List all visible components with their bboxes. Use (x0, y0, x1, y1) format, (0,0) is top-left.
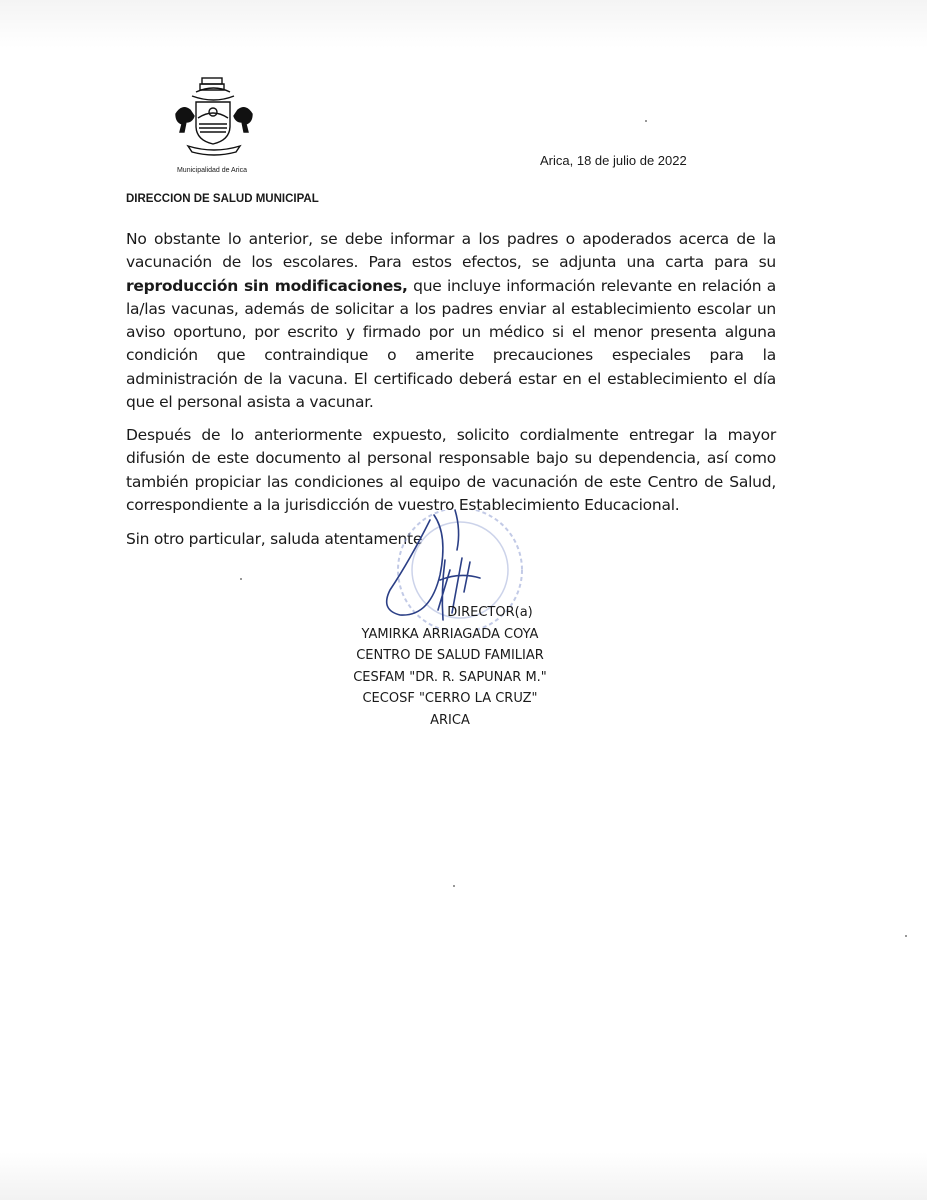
scan-speck (453, 885, 455, 887)
signatory-cesfam: CESFAM "DR. R. SAPUNAR M." (353, 669, 547, 685)
signatory-center: CENTRO DE SALUD FAMILIAR (356, 648, 544, 663)
coat-of-arms-icon (166, 74, 262, 166)
paragraph-1-bold: reproducción sin modificaciones, (126, 276, 408, 295)
signatory-title: DIRECTOR(a) (447, 605, 533, 620)
scan-speck (240, 578, 242, 580)
signatory-name: YAMIRKA ARRIAGADA COYA (361, 626, 539, 642)
signature-block (300, 602, 600, 731)
letter-date: Arica, 18 de julio de 2022 (540, 153, 687, 168)
closing-line: Sin otro particular, saluda atentamente (126, 530, 423, 548)
department-heading: DIRECCION DE SALUD MUNICIPAL (126, 193, 319, 205)
paragraph-1-text-b: que incluye información relevante en relación a la/las vacunas, además de solicitar a los padres enviar al establecimiento escolar un aviso oportuno, por escrito y firmado por un médico si el menor presenta alguna condición que contraindique o amerite precauciones especiales para la administración de la vacuna. El certificado deberá estar en el establecimiento el día que el personal asista a vacunar. (126, 276, 776, 412)
signatory-city: ARICA (430, 712, 470, 728)
scan-speck (905, 935, 907, 937)
signatory-cecosf: CECOSF "CERRO LA CRUZ" (362, 691, 538, 706)
scan-speck (645, 120, 647, 122)
logo-caption: Municipalidad de Arica (176, 167, 248, 174)
paragraph-1 (126, 228, 776, 414)
municipal-logo (160, 74, 270, 180)
paragraph-2: Después de lo anteriormente expuesto, solicito cordialmente entregar la mayor difusión de este documento al personal responsable bajo su dependencia, así como también propiciar las condiciones al equipo de vacunación de este Centro de Salud, correspondiente a la jurisdicción de vuestro Establecimiento Educacional. (126, 426, 776, 514)
paragraph-1-text-a: No obstante lo anterior, se debe informar a los padres o apoderados acerca de la vacunación de los escolares. Para estos efectos, se adjunta una carta para su (126, 230, 776, 272)
